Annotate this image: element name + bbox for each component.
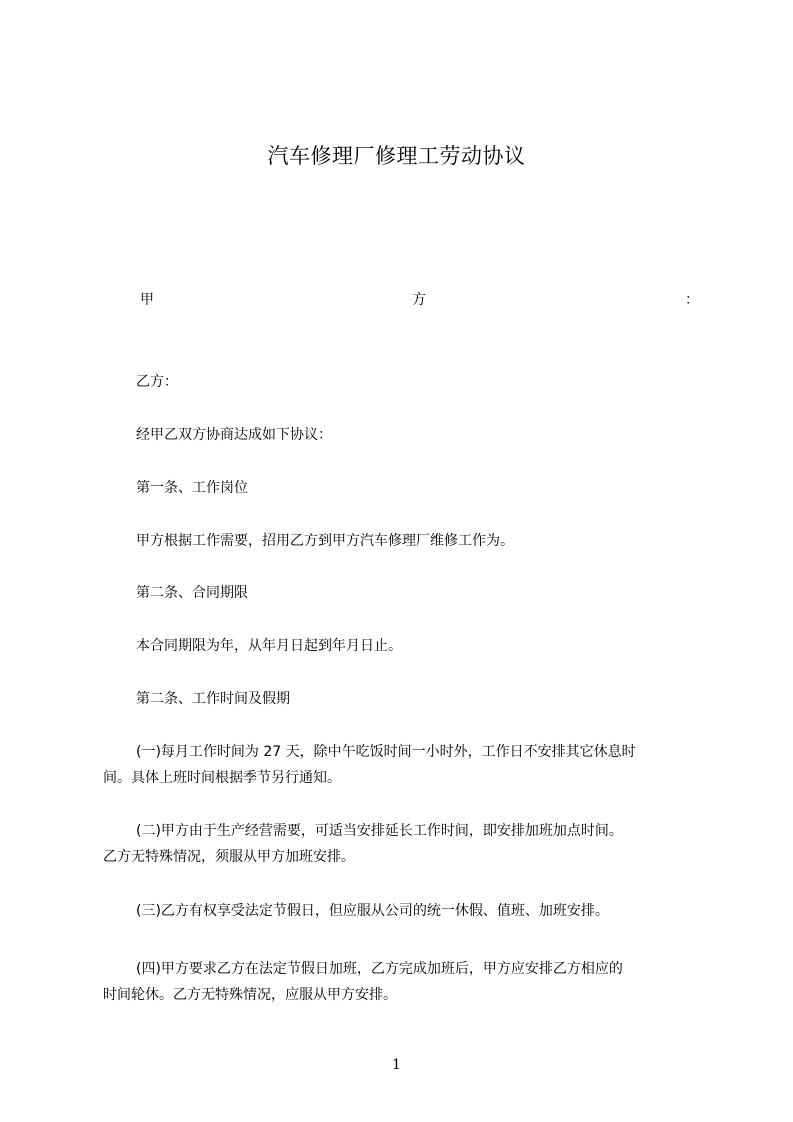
list-item: [103, 739, 713, 791]
intro-paragraph: 经甲乙双方协商达成如下协议：: [136, 427, 332, 443]
party-a-label-char2: 方: [412, 292, 426, 308]
party-b-label: 乙方：: [136, 374, 178, 390]
article-1-body: 甲方根据工作需要，招用乙方到甲方汽车修理厂维修工作为。: [136, 533, 514, 549]
list-item-line-2: 时间轮休。乙方无特殊情况，应服从甲方安排。: [103, 987, 397, 1003]
list-item-line-1: (三)乙方有权享受法定节假日，但应服从公司的统一休假、值班、加班安排。: [136, 903, 609, 919]
list-item: [103, 818, 713, 870]
party-a-label-char1: 甲: [140, 292, 154, 308]
list-item-line-1: (二)甲方由于生产经营需要，可适当安排延长工作时间，即安排加班加点时间。: [136, 823, 623, 839]
page-number: 1: [392, 1057, 401, 1073]
article-2-body: 本合同期限为年，从年月日起到年月日止。: [136, 638, 402, 654]
list-item-line-2: 间。具体上班时间根据季节另行通知。: [103, 770, 341, 786]
list-item-line-2: 乙方无特殊情况，须服从甲方加班安排。: [103, 849, 355, 865]
party-a-label-colon: ：: [685, 292, 699, 308]
article-2-heading: 第二条、合同期限: [136, 585, 248, 601]
list-item: [103, 956, 713, 1008]
list-item-line-1: (四)甲方要求乙方在法定节假日加班，乙方完成加班后，甲方应安排乙方相应的: [136, 961, 623, 977]
document-title: 汽车修理厂修理工劳动协议: [267, 144, 526, 168]
list-item-line-1: (一)每月工作时间为 27 天，除中午吃饭时间一小时外，工作日不安排其它休息时: [136, 744, 636, 760]
article-1-heading: 第一条、工作岗位: [136, 480, 248, 496]
list-item: [103, 898, 713, 924]
article-3-heading: 第二条、工作时间及假期: [136, 691, 290, 707]
